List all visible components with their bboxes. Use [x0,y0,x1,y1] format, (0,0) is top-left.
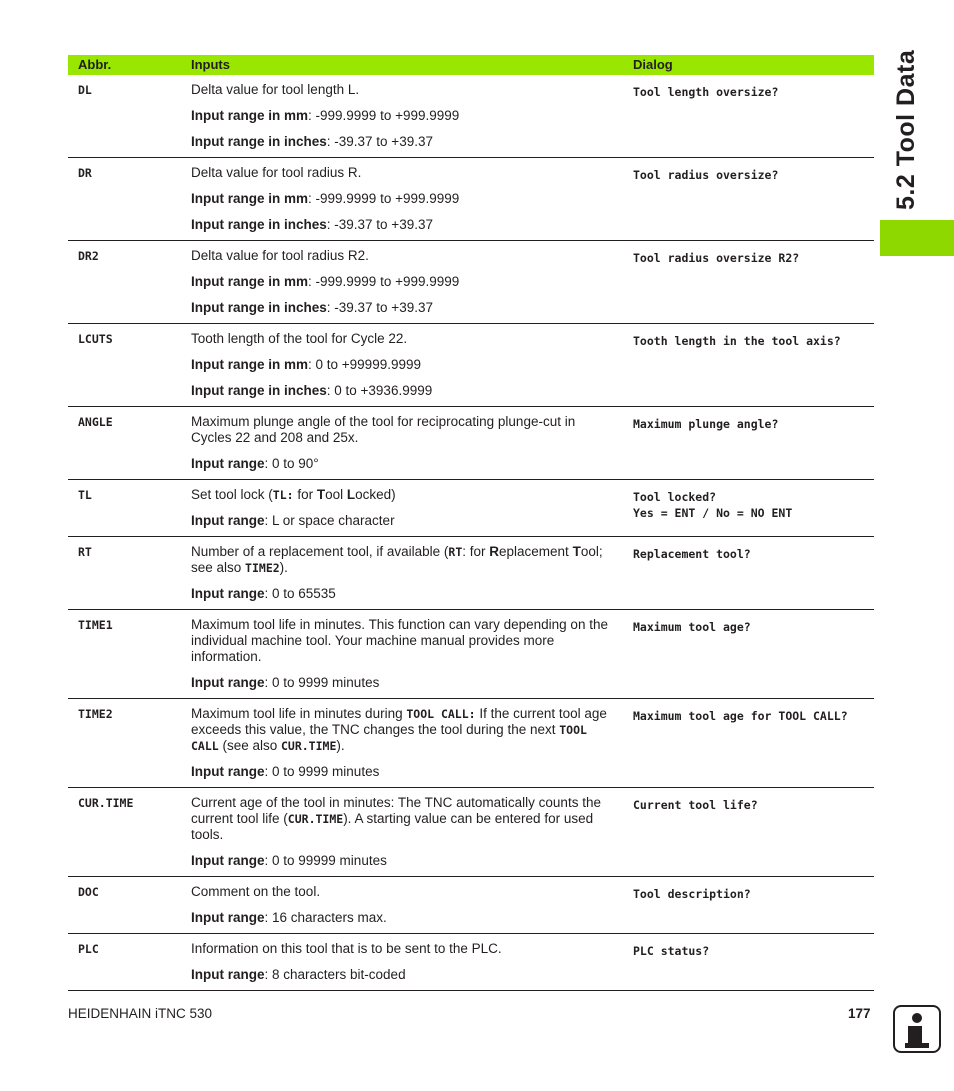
header-abbr: Abbr. [68,55,181,75]
input-text: : -39.37 to +39.37 [326,300,433,315]
input-text: : 0 to 65535 [264,586,336,601]
dialog-text: Tool radius oversize R2? [633,251,800,265]
input-label: Input range in inches [191,383,327,398]
dialog-text: Tool radius oversize? [633,168,779,182]
input-text: ). [336,738,345,753]
table-row [68,158,874,241]
input-text: : for [462,544,490,559]
dialog-text: Tool locked? [633,490,717,504]
input-line [191,706,615,754]
table-row [68,877,874,934]
abbr-cell: DR2 [68,241,181,324]
code-term: CUR.TIME [287,812,344,826]
input-text: : 0 to 9999 minutes [264,764,380,779]
table-body [68,75,874,991]
input-label: Input range in inches [191,134,327,149]
input-text: If the current tool age exceeds this value, the TNC changes the tool during the next [191,706,607,737]
dialog-text: Replacement tool? [633,547,751,561]
input-text: : 0 to 9999 minutes [264,675,380,690]
input-text: Current age of the tool in minutes: The TNC automatically counts the current tool life ( [191,795,601,826]
input-line [191,910,615,926]
input-text: ). A starting value can be entered for used tools. [191,811,594,842]
input-label: Input range in mm [191,108,309,123]
input-text: Comment on the tool. [191,884,321,899]
input-line [191,795,615,843]
input-text: : 0 to 99999 minutes [264,853,387,868]
abbr-cell: CUR.TIME [68,788,181,877]
abbr-cell: TIME2 [68,699,181,788]
input-text: Tooth length of the tool for Cycle 22. [191,331,408,346]
dialog-text: Current tool life? [633,798,758,812]
abbr-cell: PLC [68,934,181,991]
input-label: Input range [191,910,265,925]
dialog-text: Tooth length in the tool axis? [633,334,841,348]
dialog-cell [623,699,874,788]
input-line [191,274,615,290]
input-text: : -999.9999 to +999.9999 [308,108,460,123]
input-line [191,967,615,983]
input-line [191,941,615,957]
input-text: Set tool lock ( [191,487,273,502]
input-text: : -999.9999 to +999.9999 [308,191,460,206]
dialog-cell [623,75,874,158]
dialog-cell [623,324,874,407]
input-line [191,617,615,665]
input-label: L [346,487,356,502]
input-label: T [316,487,326,502]
table-row [68,407,874,480]
dialog-cell [623,407,874,480]
dialog-text: PLC status? [633,944,710,958]
input-label: Input range [191,456,265,471]
input-line [191,191,615,207]
input-text: Delta value for tool radius R. [191,165,362,180]
input-label: Input range [191,675,265,690]
input-label: T [572,544,581,559]
dialog-cell [623,877,874,934]
inputs-cell [181,537,623,610]
input-text: ool [325,487,347,502]
input-label: R [489,544,500,559]
abbr-cell: DOC [68,877,181,934]
footer-product: HEIDENHAIN iTNC 530 [68,1006,213,1021]
inputs-cell [181,407,623,480]
input-label: Input range in mm [191,274,309,289]
code-term: RT [448,545,463,559]
dialog-text: Yes = ENT / No = NO ENT [633,506,793,520]
dialog-text: Tool length oversize? [633,85,779,99]
table-row [68,75,874,158]
input-line [191,764,615,780]
dialog-cell [623,788,874,877]
input-text: Maximum tool life in minutes during [191,706,407,721]
code-term: TIME2 [245,561,280,575]
inputs-cell [181,934,623,991]
chapter-title: 5.2 Tool Data [892,49,920,210]
input-label: Input range in inches [191,217,327,232]
input-text: : -999.9999 to +999.9999 [308,274,460,289]
dialog-text: Maximum tool age for TOOL CALL? [633,709,848,723]
input-text: : 0 to +3936.9999 [326,383,433,398]
input-line [191,853,615,869]
abbr-cell: LCUTS [68,324,181,407]
input-text: ool; see also [191,544,603,575]
input-label: Input range in mm [191,191,309,206]
input-label: Input range [191,853,265,868]
abbr-cell: ANGLE [68,407,181,480]
input-line [191,108,615,124]
abbr-cell: TL [68,480,181,537]
info-icon [893,1005,941,1053]
page-number: 177 [848,1006,871,1021]
code-term: CUR.TIME [280,739,337,753]
input-text: : 0 to 90° [264,456,319,471]
dialog-text: Tool description? [633,887,751,901]
input-line [191,331,615,347]
abbr-cell: DR [68,158,181,241]
input-text: : -39.37 to +39.37 [326,217,433,232]
code-term: TOOL CALL [191,723,587,753]
input-text: : -39.37 to +39.37 [326,134,433,149]
inputs-cell [181,324,623,407]
input-line [191,248,615,264]
input-label: Input range [191,586,265,601]
dialog-text: Maximum plunge angle? [633,417,779,431]
input-line [191,357,615,373]
table-row [68,788,874,877]
input-label: Input range in inches [191,300,327,315]
input-line [191,217,615,233]
dialog-cell [623,610,874,699]
input-text: for [293,487,317,502]
table-row [68,324,874,407]
input-line [191,586,615,602]
input-line [191,675,615,691]
inputs-cell [181,480,623,537]
table-row [68,241,874,324]
input-line [191,165,615,181]
inputs-cell [181,788,623,877]
input-line [191,300,615,316]
input-text: : L or space character [264,513,395,528]
table-row [68,699,874,788]
code-term: TOOL CALL: [406,707,476,721]
input-label: Input range [191,764,265,779]
input-line [191,456,615,472]
input-line [191,513,615,529]
table-row [68,934,874,991]
abbr-cell: RT [68,537,181,610]
dialog-cell [623,537,874,610]
input-text: Delta value for tool radius R2. [191,248,369,263]
dialog-text: Maximum tool age? [633,620,751,634]
dialog-cell [623,241,874,324]
input-text: Maximum tool life in minutes. This function can vary depending on the individual machine tool. Your machine manual provides more information. [191,617,608,664]
header-inputs: Inputs [181,55,623,75]
input-line [191,134,615,150]
input-text: : 8 characters bit-coded [264,967,406,982]
inputs-cell [181,877,623,934]
input-text: ). [279,560,288,575]
code-term: TL: [272,488,294,502]
input-text: ocked) [355,487,396,502]
table-row [68,537,874,610]
input-text: Information on this tool that is to be sent to the PLC. [191,941,502,956]
header-dialog: Dialog [623,55,874,75]
table-header-row [68,55,874,75]
inputs-cell [181,610,623,699]
input-label: Input range [191,513,265,528]
inputs-cell [181,158,623,241]
dialog-cell [623,934,874,991]
table-row [68,610,874,699]
input-text: (see also [218,738,281,753]
input-line [191,884,615,900]
inputs-cell [181,699,623,788]
input-text: eplacement [499,544,573,559]
table-row [68,480,874,537]
input-text: Number of a replacement tool, if available ( [191,544,449,559]
input-line [191,414,615,446]
abbr-cell: DL [68,75,181,158]
input-line [191,383,615,399]
input-label: Input range [191,967,265,982]
input-text: : 0 to +99999.9999 [308,357,421,372]
input-text: Delta value for tool length L. [191,82,360,97]
dialog-cell [623,480,874,537]
input-label: Input range in mm [191,357,309,372]
abbr-cell: TIME1 [68,610,181,699]
chapter-tab [880,220,954,256]
input-text: Maximum plunge angle of the tool for reciprocating plunge-cut in Cycles 22 and 208 and 25x. [191,414,576,445]
input-line [191,82,615,98]
dialog-cell [623,158,874,241]
input-line [191,544,615,576]
tool-data-table [68,55,874,991]
input-text: : 16 characters max. [264,910,387,925]
inputs-cell [181,241,623,324]
inputs-cell [181,75,623,158]
input-line [191,487,615,503]
